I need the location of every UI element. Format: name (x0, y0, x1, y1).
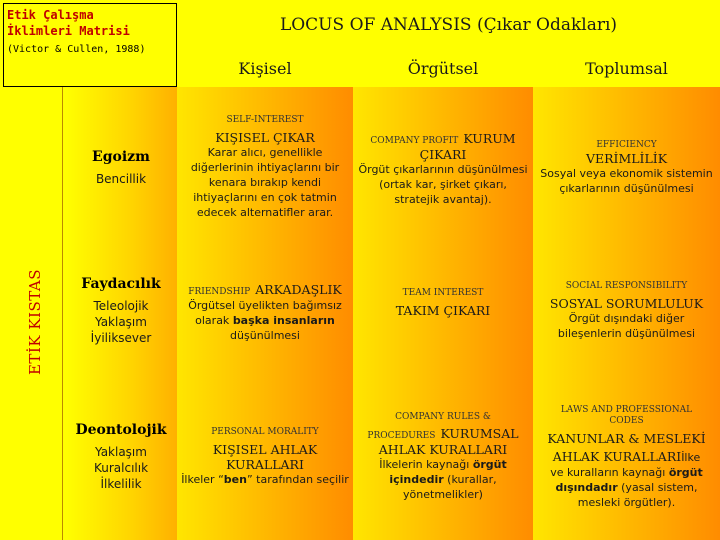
column-header-kisisel: Kişisel (238, 59, 292, 78)
cell-personal-morality: PERSONAL MORALITY KIŞISEL AHLAK KURALLARI İlkeler “ben” tarafından seçilir (177, 374, 353, 540)
cell-efficiency: EFFICIENCY VERİMLİLİK Sosyal veya ekonomik sistemin çıkarlarının düşünülmesi (533, 87, 720, 248)
column-header-orgutsel: Örgütsel (407, 59, 479, 78)
cell-company-profit: COMPANY PROFIT KURUM ÇIKARI Örgüt çıkarlarının düşünülmesi (ortak kar, şirket çıkarı, stratejik avantaj). (353, 87, 533, 248)
cell-company-rules: COMPANY RULES & PROCEDURES KURUMSAL AHLAK KURALLARI İlkelerin kaynağı örgüt içindedir (kurallar, yönetmelikler) (353, 374, 533, 540)
locus-header (177, 0, 720, 50)
row-header-egoizm: Egoizm Bencillik (65, 87, 177, 248)
matrix-citation: (Victor & Cullen, 1988) (7, 44, 146, 55)
column-header-toplumsal: Toplumsal (585, 59, 668, 78)
cell-team-interest: TEAM INTEREST TAKIM ÇIKARI (353, 248, 533, 374)
side-label (10, 87, 60, 540)
side-label-text: ETİK KISTAS (26, 268, 44, 376)
cell-friendship: FRIENDSHIP ARKADAŞLIK Örgütsel üyelikten bağımsız olarak başka insanların düşünülmesi (177, 248, 353, 374)
matrix-title: Etik Çalışma İklimleri Matrisi (7, 8, 130, 38)
locus-title-paren: (Çıkar Odakları) (476, 15, 618, 35)
cell-laws-professional-codes: LAWS AND PROFESSIONAL CODES KANUNLAR & MESLEKİ AHLAK KURALLARIİlke ve kuralların kaynağı örgüt dışındadır (yasal sistem, mesleki örgütler). (533, 374, 720, 540)
cell-social-responsibility: SOCIAL RESPONSIBILITY SOSYAL SORUMLULUK Örgüt dışındaki diğer bileşenlerin düşünülmesi (533, 248, 720, 374)
row-header-deontolojik: Deontolojik Yaklaşım Kuralcılık İlkelilik (65, 374, 177, 540)
row-header-faydacilik: Faydacılık Teleolojik Yaklaşım İyiliksever (65, 248, 177, 374)
cell-self-interest: SELF-INTEREST KIŞISEL ÇIKAR Karar alıcı, genellikle diğerlerinin ihtiyaçlarını bir kenara bırakıp kendi ihtiyaçlarını en çok tatmin edecek alternatifler arar. (177, 87, 353, 248)
locus-title: LOCUS OF ANALYSIS (279, 15, 472, 35)
side-divider (62, 87, 63, 540)
